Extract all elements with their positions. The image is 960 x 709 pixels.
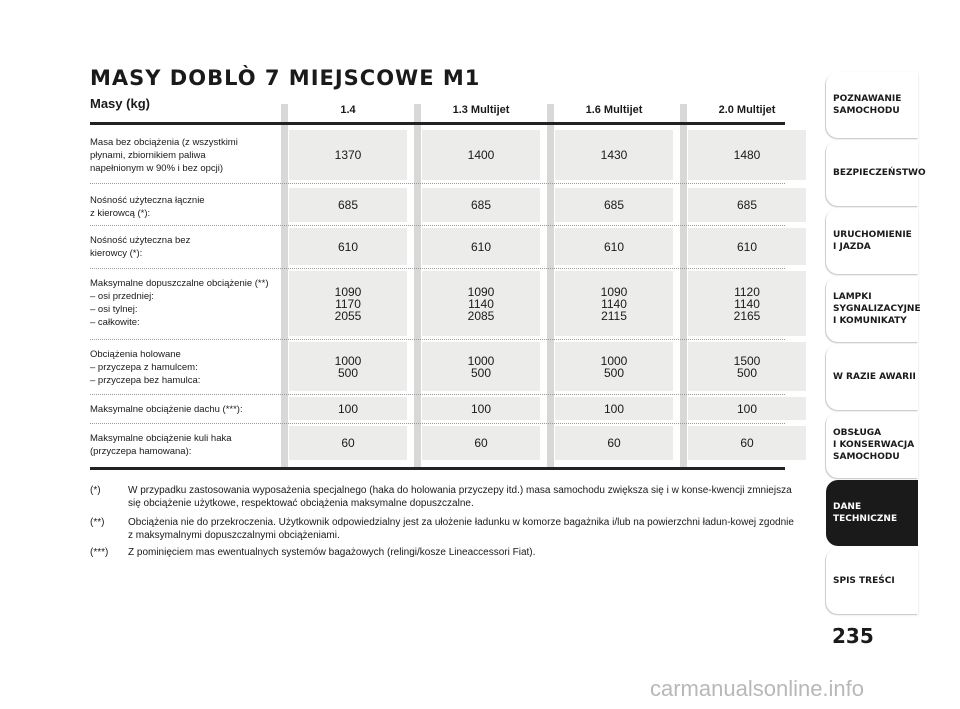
column-separator [680, 104, 687, 468]
section-tab-label: BEZPIECZEŃSTWO [833, 168, 926, 178]
column-header-1-6-multijet: 1.6 Multijet [585, 104, 643, 116]
table-cell-value: 610 [470, 239, 492, 254]
section-tab-label: URUCHOMIENIE I JAZDA [833, 230, 912, 252]
section-tab[interactable] [826, 140, 926, 206]
section-tab-label: W RAZIE AWARII [833, 372, 916, 382]
table-cell-value: 685 [603, 198, 625, 212]
table-cell-value: 1430 [600, 148, 628, 162]
table-row-label: Obciążenia holowane – przyczepa z hamulcem: – przyczepa bez hamulca: [90, 349, 201, 386]
table-cell-value: 1000 500 [334, 353, 362, 380]
page-number: 235 [832, 624, 874, 648]
section-tab-label: DANE TECHNICZNE [833, 502, 898, 524]
footnote-text: Z pominięciem mas ewentualnych systemów bagażowych (relingi/kosze Lineaccessori Fiat). [128, 547, 536, 558]
column-separator [547, 104, 554, 468]
section-tab[interactable] [826, 72, 918, 138]
footnote-mark: (***) [90, 547, 109, 558]
table-cell-value: 100 [337, 401, 359, 416]
footnote-mark: (*) [90, 485, 101, 496]
table-cell-value: 60 [607, 436, 621, 450]
footnote-text: Obciążenia nie do przekroczenia. Użytkownik odpowiedzialny jest za ułożenie ładunku w komorze bagażnika i/lub na powierzchni ładun-kowej zgodnie z maksymalnymi dopuszczalnymi obciążeniami. [128, 517, 794, 541]
table-subtitle: Masy (kg) [90, 96, 150, 111]
table-cell-value: 685 [470, 198, 492, 212]
footnote-text: W przypadku zastosowania wyposażenia specjalnego (haka do holowania przyczepy itd.) masa samochodu zwiększa się i w konse-kwencji zmniejsza się obciążenie użytkowe, respektować obciążenia maksymalne dopuszczalne. [128, 485, 792, 509]
footnote [90, 516, 795, 542]
table-cell-value: 1370 [334, 148, 362, 162]
table-cell-value: 60 [740, 436, 754, 450]
table-cell-value: 60 [341, 436, 355, 450]
section-tab-label: OBSŁUGA I KONSERWACJA SAMOCHODU [833, 428, 915, 462]
footnote [90, 546, 795, 559]
table-row-label: Maksymalne obciążenie dachu (***): [90, 404, 243, 415]
column-header-1-3-multijet: 1.3 Multijet [452, 104, 510, 116]
table-row-label: Nośność użyteczna bez kierowcy (*): [90, 235, 191, 259]
table-cell-value: 685 [736, 198, 758, 212]
table-cell-value: 685 [337, 198, 359, 212]
watermark: carmanualsonline.info [650, 676, 865, 701]
table-row-label: Masa bez obciążenia (z wszystkimi płynami, zbiornikiem paliwa napełnionym w 90% i bez opcji) [90, 137, 238, 174]
footnote-mark: (**) [90, 517, 105, 528]
table-cell-value: 1090 1140 2115 [600, 284, 628, 323]
section-tab-label: POZNAWANIE SAMOCHODU [833, 94, 902, 116]
table-cell-value: 1000 500 [467, 353, 495, 380]
table-row-label: Nośność użyteczna łącznie z kierowcą (*): [90, 195, 205, 219]
table-cell-value: 1090 1170 2055 [334, 284, 362, 323]
table-cell-value: 100 [470, 401, 492, 416]
section-tab[interactable] [826, 412, 918, 478]
table-row-label: Maksymalne dopuszczalne obciążenie (**) – osi przedniej: – osi tylnej: – całkowite: [90, 278, 269, 328]
section-tab[interactable] [826, 344, 918, 410]
column-header-2-0-multijet: 2.0 Multijet [718, 104, 776, 116]
table-cell-value: 1480 [733, 148, 761, 162]
row-separator [90, 394, 785, 395]
row-separator [90, 339, 785, 340]
table-row-label: Maksymalne obciążenie kuli haka (przyczepa hamowana): [90, 433, 232, 457]
table-cell-value: 1400 [467, 148, 495, 162]
page-title: MASY DOBLÒ 7 MIEJSCOWE M1 [90, 66, 481, 90]
section-tab[interactable] [826, 548, 918, 614]
row-separator [90, 423, 785, 424]
section-tab[interactable] [826, 276, 921, 342]
table-cell-value: 610 [337, 239, 359, 254]
section-tab[interactable] [826, 208, 918, 274]
section-tab-label: SPIS TREŚCI [833, 576, 895, 586]
section-tab-label: LAMPKI SYGNALIZACYJNE I KOMUNIKATY [833, 292, 921, 326]
table-cell-value: 1500 500 [733, 353, 761, 380]
table-cell-value: 60 [474, 436, 488, 450]
table-cell-value: 1120 1140 2165 [733, 284, 761, 323]
table-cell-value: 610 [603, 239, 625, 254]
table-cell-value: 610 [736, 239, 758, 254]
row-separator [90, 225, 785, 226]
footnote [90, 484, 795, 510]
row-separator [90, 183, 785, 184]
table-cell-value: 100 [736, 401, 758, 416]
table-bottom-rule [90, 467, 785, 470]
column-separator [414, 104, 421, 468]
row-separator [90, 268, 785, 269]
section-tab[interactable] [826, 480, 918, 546]
table-cell-value: 1000 500 [600, 353, 628, 380]
table-cell-value: 100 [603, 401, 625, 416]
table-top-rule [90, 122, 785, 125]
table-cell-value: 1090 1140 2085 [467, 284, 495, 323]
column-header-1-4: 1.4 [340, 104, 356, 116]
